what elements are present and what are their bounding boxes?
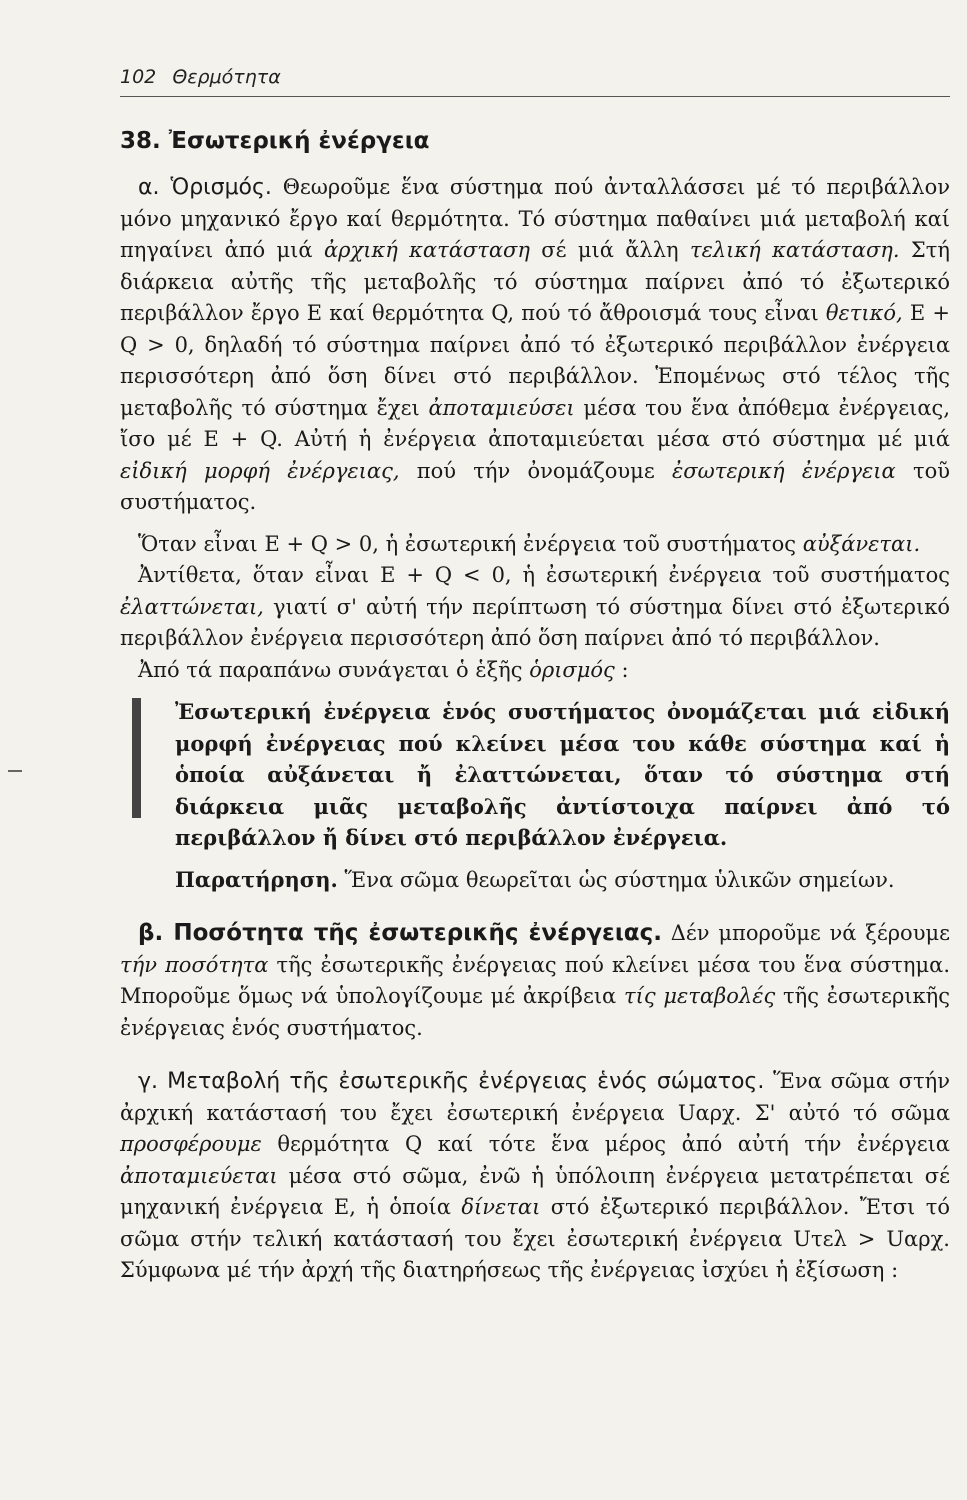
running-title: Θερμότητα xyxy=(172,66,281,88)
subsection-b-heading: β. Ποσότητα τῆς ἐσωτερικῆς ἐνέργειας. xyxy=(138,920,662,946)
paragraph-change: γ. Μεταβολή τῆς ἐσωτερικῆς ἐνέργειας ἑνός σώματος. Ἕνα σῶμα στήν ἀρχική κατάστασή του ἔχει ἐσωτερική ἐνέργεια Uαρχ. Σ' αὐτό τό σῶμα προσφέρουμε θερμότητα Q καί τότε ἕνα μέρος ἀπό αὐτή τήν ἐνέργεια ἀποταμιεύεται μέσα στό σῶμα, ἐνῶ ἡ ὑπόλοιπη ἐνέργεια μετατρέπεται σέ μηχανική ἐνέργεια Ε, ἡ ὁποία δίνεται στό ἐξωτερικό περιβάλλον. Ἔτσι τό σῶμα στήν τελική κατάστασή του ἔχει ἐσωτερική ἐνέργεια Uτελ > Uαρχ. Σύμφωνα μέ τήν ἀρχή τῆς διατηρήσεως τῆς ἐνέργειας ἰσχύει ἡ ἐξίσωση : xyxy=(120,1069,950,1282)
paragraph-decrease: Ἀντίθετα, ὅταν εἶναι Ε + Q < 0, ἡ ἐσωτερική ἐνέργεια τοῦ συστήματος ἐλαττώνεται, γιατί σ' αὐτή τήν περίπτωση τό σύστημα δίνει στό ἐξωτερικό περιβάλλον ἐνέργεια περισσότερη ἀπό ὅση παίρνει ἀπό τό περιβάλλον. xyxy=(120,563,951,650)
definition-box xyxy=(120,696,950,854)
definition-text: Ἐσωτερική ἐνέργεια ἑνός συστήματος ὀνομάζεται μιά εἰδική μορφή ἐνέργειας πού κλείνει μέσα του κάθε σύστημα καί ἡ ὁποία αὐξάνεται ἤ ἐλαττώνεται, ὅταν τό σύστημα στή διάρκεια μιᾶς μεταβολῆς ἀντίστοιχα παίρνει ἀπό τό περιβάλλον ἤ δίνει στό περιβάλλον ἐνέργεια. xyxy=(175,699,950,850)
paragraph-quantity: β. Ποσότητα τῆς ἐσωτερικῆς ἐνέργειας. Δέν μποροῦμε νά ξέρουμε τήν ποσότητα τῆς ἐσωτερικῆς ἐνέργειας πού κλείνει μέσα του ἕνα σύστημα. Μποροῦμε ὅμως νά ὑπολογίζουμε μέ ἀκρίβεια τίς μεταβολές τῆς ἐσωτερικῆς ἐνέργειας ἑνός συστήματος. xyxy=(120,920,950,1040)
section-title: 38. Ἐσωτερική ἐνέργεια xyxy=(120,128,430,154)
paragraph-conclusion: Ἀπό τά παραπάνω συνάγεται ὁ ἑξῆς ὁρισμός : xyxy=(138,657,629,682)
subsection-c-heading: γ. Μεταβολή τῆς ἐσωτερικῆς ἐνέργειας ἑνός σώματος. xyxy=(138,1069,765,1094)
header-rule xyxy=(120,96,950,97)
margin-mark xyxy=(8,770,22,772)
subsection-a-heading: α. Ὁρισμός. xyxy=(138,175,272,200)
paragraph-definition-intro: α. Ὁρισμός. Θεωροῦμε ἕνα σύστημα πού ἀνταλλάσσει μέ τό περιβάλλον μόνο μηχανικό ἔργο καί θερμότητα. Τό σύστημα παθαίνει μιά μεταβολή καί πηγαίνει ἀπό μιά ἀρχική κατάσταση σέ μιά ἄλλη τελική κατάσταση. Στή διάρκεια αὐτῆς τῆς μεταβολῆς τό σύστημα παίρνει ἀπό τό ἐξωτερικό περιβάλλον ἔργο Ε καί θερμότητα Q, πού τό ἄθροισμά τους εἶναι θετικό, Ε + Q > 0, δηλαδή τό σύστημα παίρνει ἀπό τό ἐξωτερικό περιβάλλον ἐνέργεια περισσότερη ἀπό ὅση δίνει στό περιβάλλον. Ἑπομένως στό τέλος τῆς μεταβολῆς τό σύστημα ἔχει ἀποταμιεύσει μέσα του ἕνα ἀπόθεμα ἐνέργειας, ἴσο μέ Ε + Q. Αὐτή ἡ ἐνέργεια ἀποταμιεύεται μέσα στό σύστημα μέ μιά εἰδική μορφή ἐνέργειας, πού τήν ὀνομάζουμε ἐσωτερική ἐνέργεια τοῦ συστήματος. xyxy=(120,175,951,514)
page-number: 102 xyxy=(120,66,157,88)
page-body xyxy=(120,172,950,1287)
paragraph-increase: Ὅταν εἶναι Ε + Q > 0, ἡ ἐσωτερική ἐνέργεια τοῦ συστήματος αὐξάνεται. xyxy=(138,531,921,556)
note-text: Ἕνα σῶμα θεωρεῖται ὡς σύστημα ὑλικῶν σημείων. xyxy=(344,867,895,892)
page-header xyxy=(120,66,950,88)
note-label: Παρατήρηση. xyxy=(175,866,338,892)
definition-margin-bar xyxy=(132,698,141,818)
note xyxy=(120,864,950,897)
